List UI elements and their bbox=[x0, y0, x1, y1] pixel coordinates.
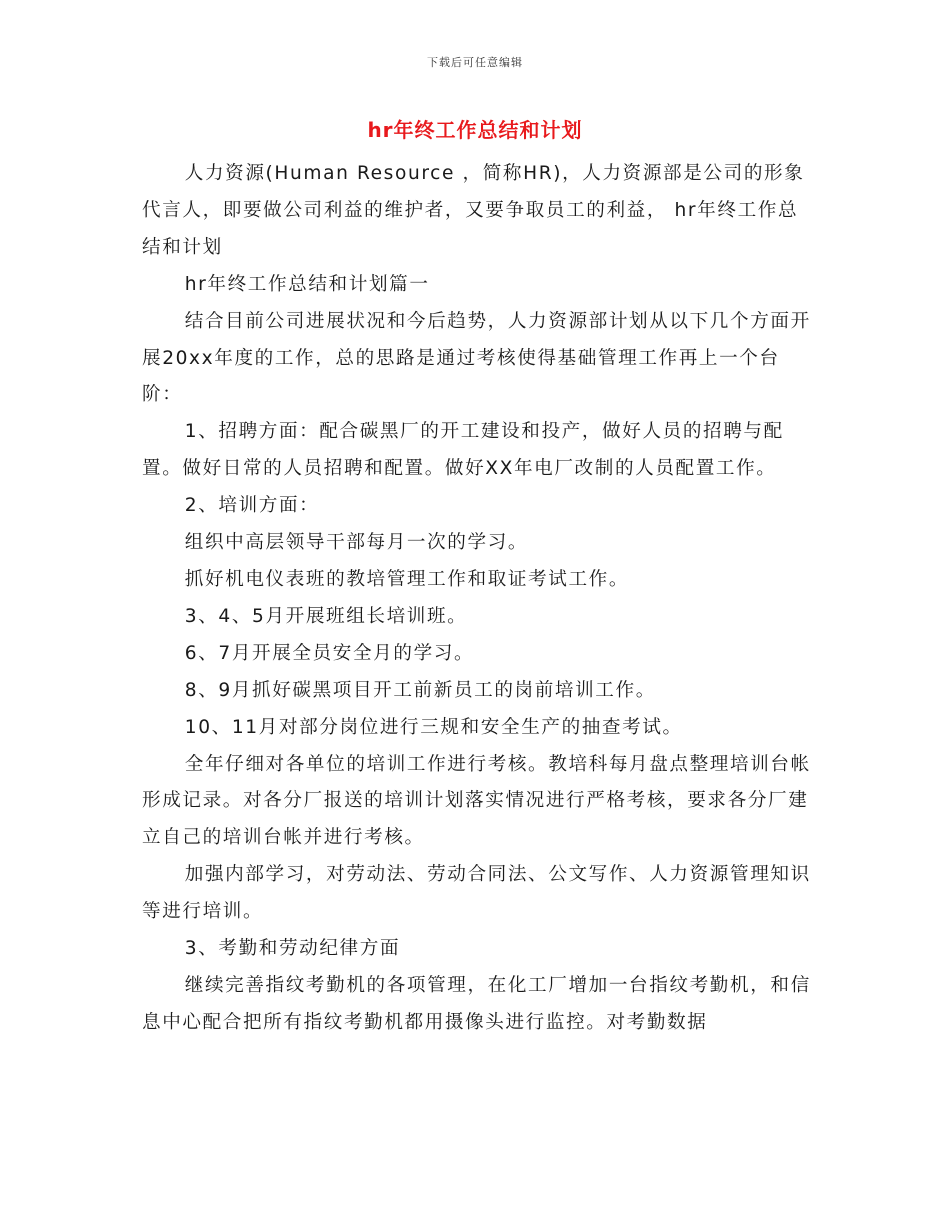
paragraph: 继续完善指纹考勤机的各项管理，在化工厂增加一台指纹考勤机，和信息中心配合把所有指纹考勤机都用摄像头进行监控。对考勤数据 bbox=[142, 974, 811, 1033]
paragraph: 10、11月对部分岗位进行三规和安全生产的抽查考试。 bbox=[184, 716, 683, 738]
header-note: 下载后可任意编辑 bbox=[427, 56, 523, 69]
paragraph: 加强内部学习，对劳动法、劳动合同法、公文写作、人力资源管理知识等进行培训。 bbox=[142, 864, 811, 923]
paragraph: 8、9月抓好碳黑项目开工前新员工的岗前培训工作。 bbox=[184, 679, 656, 701]
section-heading: hr年终工作总结和计划篇一 bbox=[184, 273, 430, 295]
paragraph: 组织中高层领导干部每月一次的学习。 bbox=[184, 532, 529, 554]
paragraph-recruitment: 1、招聘方面：配合碳黑厂的开工建设和投产，做好人员的招聘与配置。做好日常的人员招聘和配置。做好XX年电厂改制的人员配置工作。 bbox=[142, 421, 784, 480]
paragraph: 6、7月开展全员安全月的学习。 bbox=[184, 642, 475, 664]
paragraph: 全年仔细对各单位的培训工作进行考核。教培科每月盘点整理培训台帐形成记录。对各分厂报送的培训计划落实情况进行严格考核，要求各分厂建立自己的培训台帐并进行考核。 bbox=[142, 753, 811, 849]
paragraph: 结合目前公司进展状况和今后趋势，人力资源部计划从以下几个方面开展20xx年度的工作，总的思路是通过考核使得基础管理工作再上一个台阶： bbox=[142, 310, 811, 406]
document-title: hr年终工作总结和计划 bbox=[367, 118, 583, 142]
paragraph-attendance-heading: 3、考勤和劳动纪律方面 bbox=[184, 938, 401, 960]
paragraph-intro: 人力资源(Human Resource ，简称HR)，人力资源部是公司的形象代言人，即要做公司利益的维护者，又要争取员工的利益， hr年终工作总结和计划 bbox=[142, 163, 805, 258]
document-body bbox=[142, 156, 812, 1042]
paragraph: 抓好机电仪表班的教培管理工作和取证考试工作。 bbox=[184, 568, 630, 590]
paragraph: 3、4、5月开展班组长培训班。 bbox=[184, 605, 468, 627]
paragraph-training-heading: 2、培训方面： bbox=[184, 495, 320, 517]
